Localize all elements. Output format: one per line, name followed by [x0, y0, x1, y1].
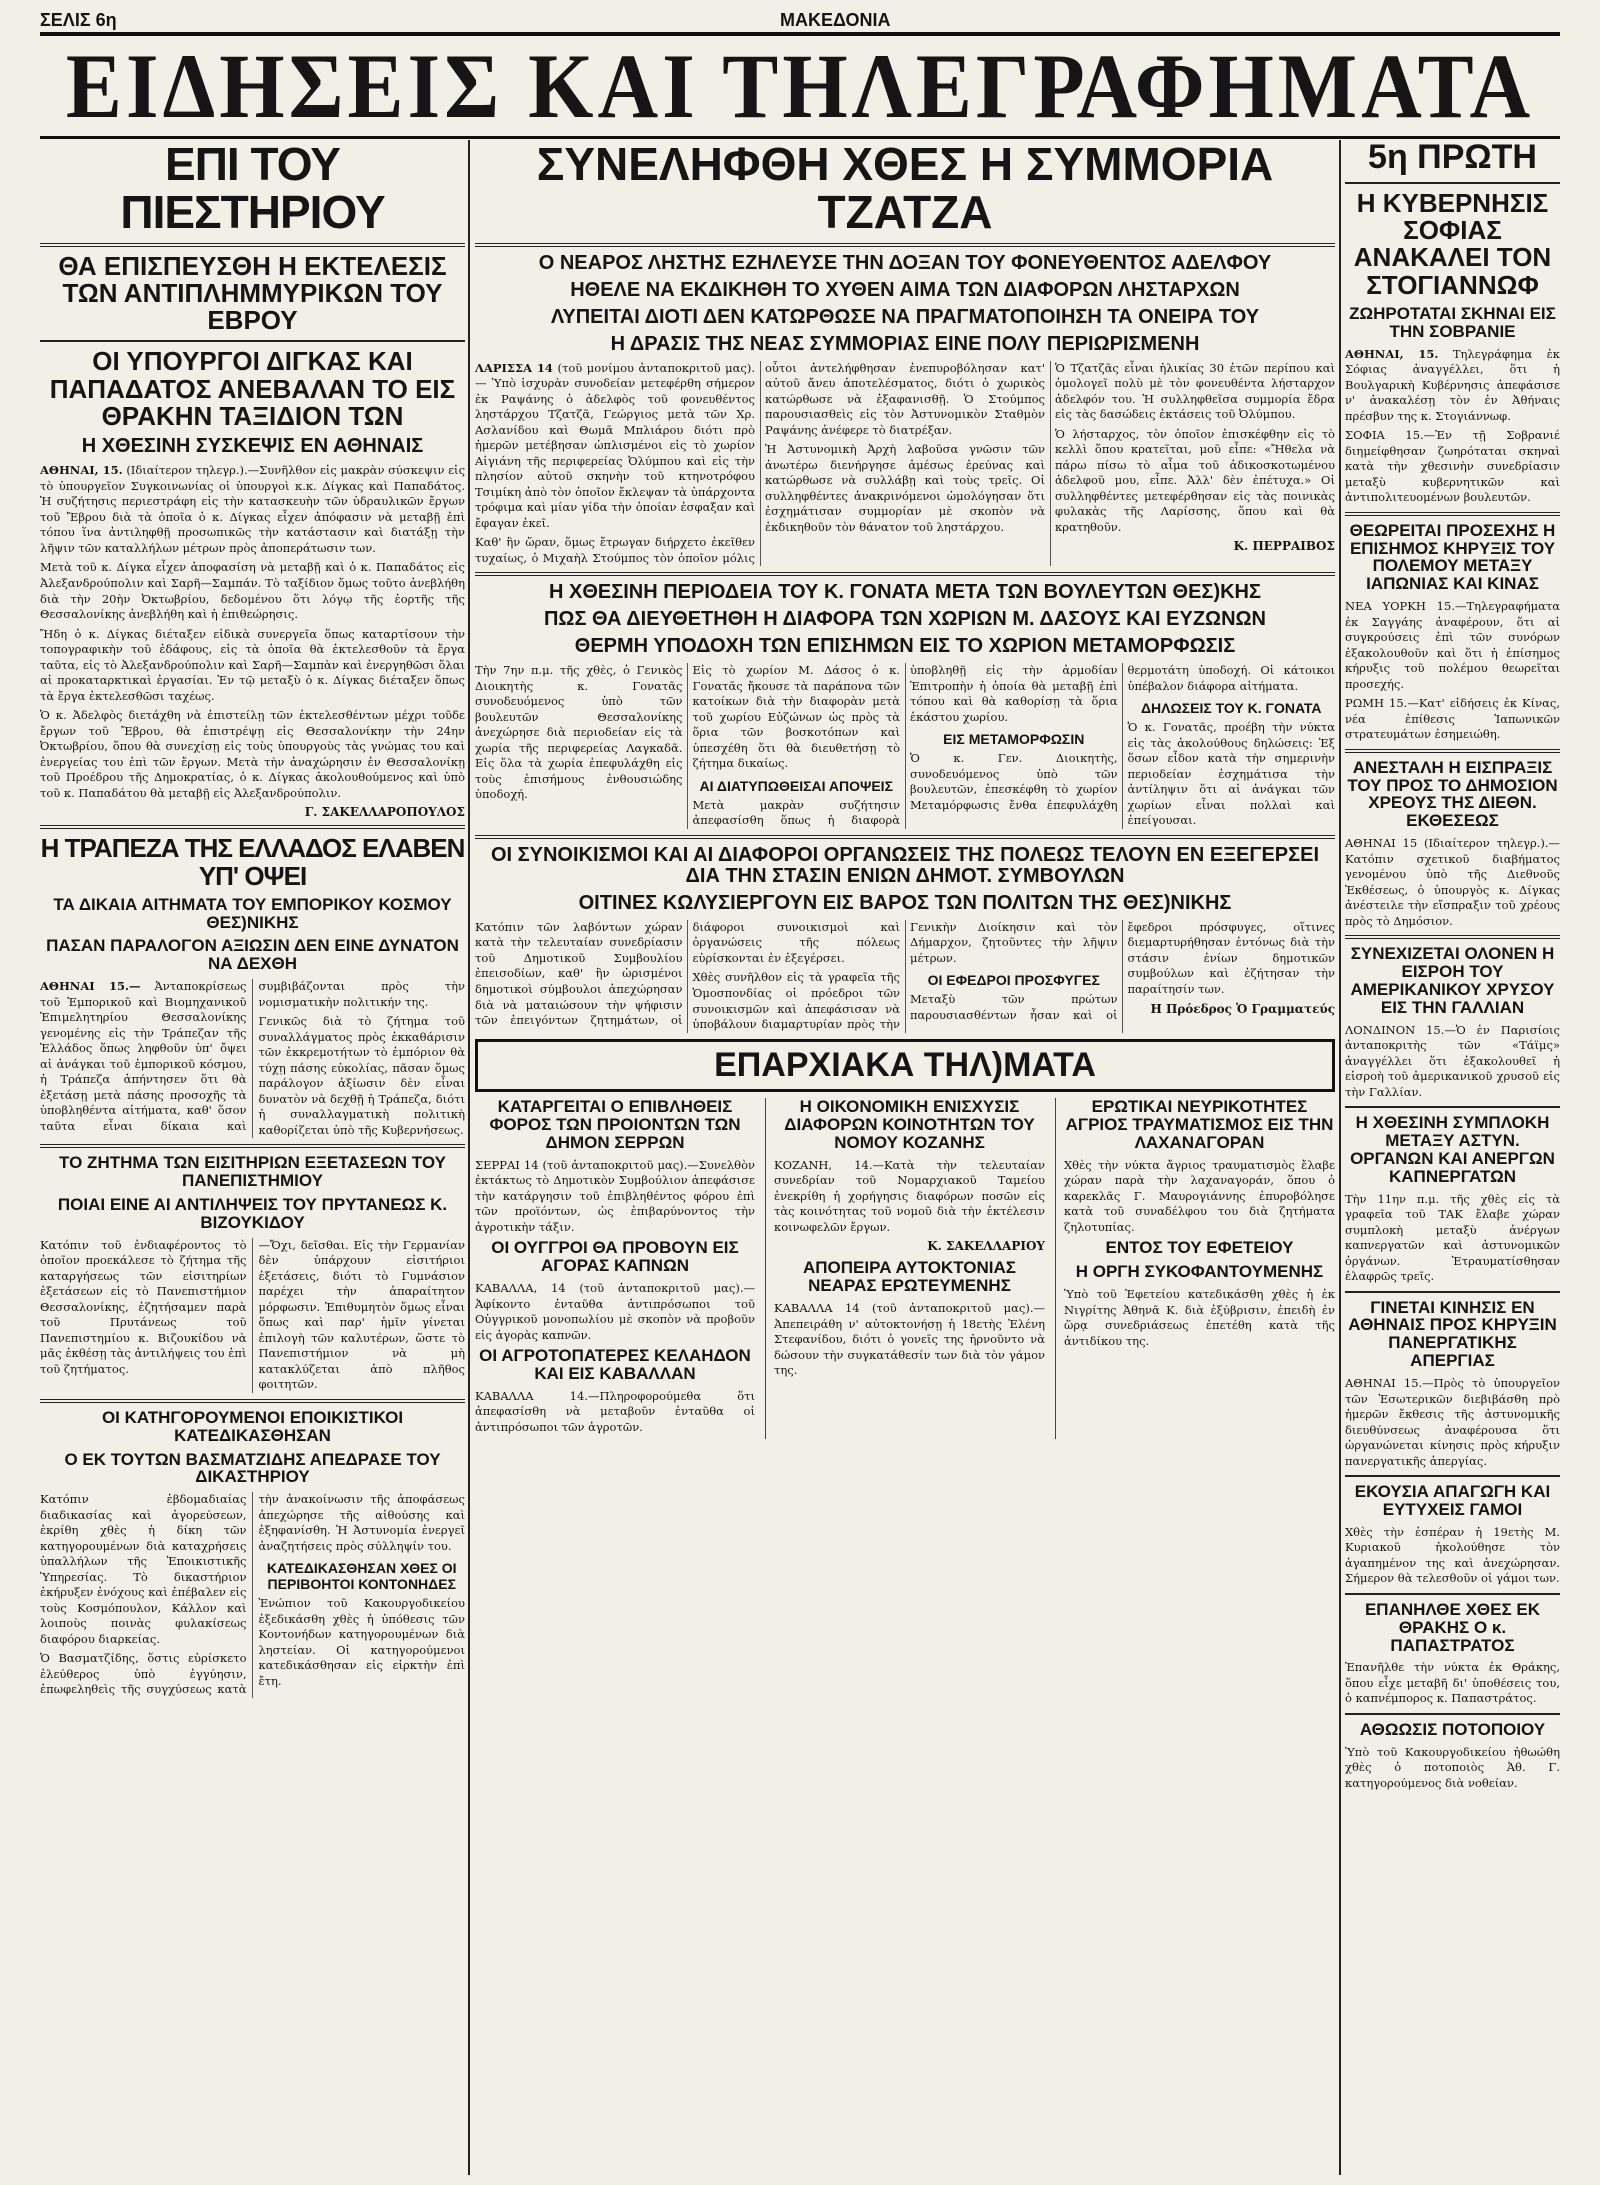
dateline: ΑΘΗΝΑΙ, 15.	[1345, 346, 1439, 361]
headline: ΑΝΕΣΤΑΛΗ Η ΕΙΣΠΡΑΞΙΣ ΤΟΥ ΠΡΟΣ ΤΟ ΔΗΜΟΣΙΟΝ ΧΡΕΟΥΣ ΤΗΣ ΔΙΕΘΝ. ΕΚΘΕΣΕΩΣ	[1347, 757, 1558, 831]
publication-name: ΜΑΚΕΔΟΝΙΑ	[780, 10, 891, 30]
provincial-column	[475, 1098, 755, 1439]
subhead: ΚΑΤΕΔΙΚΑΣΘΗΣΑΝ ΧΘΕΣ ΟΙ ΠΕΡΙΒΟΗΤΟΙ ΚΟΝΤΟΝΗΔΕΣ	[266, 1560, 457, 1593]
paragraph: ΡΩΜΗ 15.—Κατ' εἰδήσεις ἐκ Κίνας, νέα ἐπίθεσις Ἰαπωνικῶν στρατευμάτων ἐσημειώθη.	[1345, 696, 1560, 742]
paragraph: Ὁ Βασματζίδης, ὅστις εὑρίσκετο ἐλεύθερος ὑπὸ ἐγγύησιν, ἐπωφεληθεὶς τῆς συγχύσεως κατὰ τὴν ἀνακοίνωσιν τῆς ἀποφάσεως ἀπεχώρησε τῆς αἰθούσης καὶ ἐξηφανίσθη. Ἡ Ἀστυνομία ἐνεργεῖ ἀναζητήσεις πρὸς σύλληψίν του.	[40, 1492, 465, 1697]
article-university-exams	[40, 1154, 465, 1393]
paragraph	[40, 463, 465, 556]
article-anti-flood	[40, 140, 465, 819]
subheadline: Η ΟΡΓΗ ΣΥΚΟΦΑΝΤΟΥΜΕΝΗΣ	[1075, 1262, 1324, 1282]
divider	[1345, 749, 1560, 753]
subheadline: ΤΑ ΔΙΚΑΙΑ ΑΙΤΗΜΑΤΑ ΤΟΥ ΕΜΠΟΡΙΚΟΥ ΚΟΣΜΟΥ ΘΕΣ)ΝΙΚΗΣ	[53, 894, 452, 932]
divider	[475, 243, 1335, 247]
paragraph: Μεταξὺ τῶν πρώτων παρουσιασθέντων ἦσαν καὶ οἱ ἔφεδροι πρόσφυγες, οἵτινες διεμαρτυρήθησαν ἐντόνως διὰ τὴν στάσιν ἐνίων δημοτικῶν συμβούλων καὶ ἐζήτησαν τὴν παραίτησίν των.	[910, 919, 1335, 1022]
divider	[40, 1399, 465, 1403]
column-divider	[468, 140, 470, 2175]
paragraph	[475, 361, 755, 532]
headline: ΓΙΝΕΤΑΙ ΚΙΝΗΣΙΣ ΕΝ ΑΘΗΝΑΙΣ ΠΡΟΣ ΚΗΡΥΞΙΝ ΠΑΝΕΡΓΑΤΙΚΗΣ ΑΠΕΡΓΙΑΣ	[1348, 1297, 1557, 1371]
provincial-telegrams	[475, 1098, 1335, 1439]
divider	[40, 340, 465, 342]
article-gonatas-tour	[475, 582, 1335, 829]
article-sofia	[1345, 140, 1560, 506]
article-japan-china	[1345, 522, 1560, 743]
paragraph: Κατόπιν τοῦ ἐνδιαφέροντος τὸ ὁποῖον προεκάλεσε τὸ ζήτημα τῆς καταργήσεως τῶν εἰσιτηρίων ἐξετάσεων εἰς τὸ Πανεπιστήμιον Θεσσαλονίκης, ἐζητήσαμεν παρὰ τοῦ Πρυτάνεως τοῦ Πανεπιστημίου κ. Βιζουκίδου νὰ μᾶς ἐκθέσῃ τὰς ἀντιλήψεις του ἐπὶ τοῦ ζητήματος.	[40, 1237, 247, 1376]
paragraph: ΚΟΖΑΝΗ, 14.—Κατὰ τὴν τελευταίαν συνεδρίαν τοῦ Νομαρχιακοῦ Ταμείου ἐνεκρίθη ἡ χορήγησις διαφόρων ποσῶν εἰς τὰς κοινότητας τοῦ νομοῦ διὰ τὴν ἐκτέλεσιν κοινωφελῶν ἔργων.	[774, 1157, 1045, 1234]
article-body	[40, 979, 465, 1138]
headline: ΕΠΑΝΗΛΘΕ ΧΘΕΣ ΕΚ ΘΡΑΚΗΣ Ο κ. ΠΑΠΑΣΤΡΑΤΟΣ	[1364, 1599, 1541, 1655]
paragraph: Ὁ κ. Ἀδελφὸς διετάχθη νὰ ἐπιστείλῃ τῶν ἐκτελεσθέντων μέχρι τοῦδε ἔργων τοῦ Ἔβρου, θὰ ἐπιστρέψῃ εἰς Θεσσαλονίκην τὴν 24ην Ὀκτωβρίου, ὅπου θὰ συνεχίσῃ εἰς τοὺς ὑπουργοὺς τὰς γνώμας του καὶ ἐνεργείας του ἐπὶ τῶν ἔργων. Μετὰ τὴν ἀναχώρησιν ἐν Θεσσαλονίκῃ τοῦ Προέδρου τῆς Δημοκρατίας, ὁ κ. Δίγκας ἀκολουθούμενος καὶ ὑπὸ τοῦ κ. Παπαδάτου θὰ μεταβῇ εἰς Ἀλεξανδρούπολιν.	[40, 708, 465, 800]
paragraph: Ἡ Ἀστυνομικὴ Ἀρχὴ λαβοῦσα γνῶσιν τῶν ἀνωτέρω διενήργησε ἀμέσως ἐρεύνας καὶ κατώρθωσε νὰ συλλάβῃ καὶ τοὺς τρεῖς. Οἱ συλληφθέντες ἀνακρινόμενοι ὡμολόγησαν ὅτι ἐσχημάτισαν συμμορίαν μὲ σκοπὸν νὰ ἐκδικηθοῦν τὸν θάνατον τοῦ ληστάρχου.	[765, 442, 1045, 534]
headline: Η ΤΡΑΠΕΖΑ ΤΗΣ ΕΛΛΑΔΟΣ ΕΛΑΒΕΝ ΥΠ' ΟΨΕΙ	[40, 833, 465, 891]
article-bank-of-greece	[40, 835, 465, 1138]
divider	[1345, 1291, 1560, 1293]
article-tzatzas-gang	[475, 140, 1335, 566]
article-body	[40, 1492, 465, 1698]
paragraph-text: Τηλεγράφημα ἐκ Σόφιας ἀναγγέλλει, ὅτι ἡ Βουλγαρικὴ Κυβέρνησις ἀπεφάσισε ν' ἀνακαλέσῃ τὸν ἐν Ἀθήναις πρέσβυν της κ. Στογιάννωφ.	[1345, 346, 1560, 423]
dateline: ΑΘΗΝΑΙ, 15.	[40, 463, 123, 478]
byline: Η Πρόεδρος Ὁ Γραμματεύς	[1150, 1001, 1335, 1016]
paragraph: Κατόπιν ἑβδομαδιαίας διαδικασίας καὶ ἀγορεύσεων, ἐκρίθη χθὲς ἡ δίκη τῶν κατηγορουμένων διὰ καταχρήσεις ὑπαλλήλων τῆς Ἐποικιστικῆς Ὑπηρεσίας. Τὸ δικαστήριον ἐκήρυξεν ἐνόχους καὶ ἐπέβαλεν εἰς τοὺς Κοσμόπουλον, Κάλλον καὶ λοιποὺς ποινὰς φυλακίσεως διαφόρου διαρκείας.	[40, 1492, 247, 1646]
subheadline: Η ΔΡΑΣΙΣ ΤΗΣ ΝΕΑΣ ΣΥΜΜΟΡΙΑΣ ΕΙΝΕ ΠΟΛΥ ΠΕΡΙΩΡΙΣΜΕΝΗ	[610, 332, 1200, 355]
paragraph-text: (τοῦ μονίμου ἀνταποκριτοῦ μας).— Ὑπὸ ἰσχυρὰν συνοδείαν μετεφέρθη σήμερον ἐκ Ραψάνης ὁ ἀδελφὸς τοῦ φονευθέντος ληστάρχου Τζατζᾶ, Γεώργιος μετὰ τῶν Χρ. Ασλανίδου καὶ Θωμᾶ Μπλιάρου διότι πρὸ ἡμερῶν μετέβησαν ὡπλισμένοι εἰς τὸ χωρίον Αἰγιάνη τῆς περιφερείας Ὀλύμπου καὶ εἰς τὴν πλησίον αὐτοῦ σκηνὴν τοῦ κτηνοτρόφου Τσιμίκη ἀπὸ τὸν ὁποῖον ἔκλεψαν τὰ ὑπάρχοντα τρόφιμα καὶ μίαν γίδα τὴν ὁποίαν ἐσφαξαν καὶ ἔφαγαν ἐκεῖ.	[475, 360, 755, 530]
section-title: ΕΙΔΗΣΕΙΣ ΚΑΙ ΤΗΛΕΓΡΑΦΗΜΑΤΑ	[65, 34, 1535, 138]
divider	[1345, 1475, 1560, 1477]
article-exhibition-debt	[1345, 759, 1560, 929]
divider	[475, 572, 1335, 576]
provincial-telegrams-banner	[475, 1039, 1335, 1093]
subheadline: ΖΩΗΡΟΤΑΤΑΙ ΣΚΗΝΑΙ ΕΙΣ ΤΗΝ ΣΟΒΡΑΝΙΕ	[1349, 303, 1556, 341]
headline: ΚΑΤΑΡΓΕΙΤΑΙ Ο ΕΠΙΒΛΗΘΕΙΣ ΦΟΡΟΣ ΤΩΝ ΠΡΟΙΟΝΤΩΝ ΤΩΝ ΔΗΜΟΝ ΣΕΡΡΩΝ	[489, 1097, 741, 1152]
headline: ΘΑ ΕΠΙΣΠΕΥΣΘΗ Η ΕΚΤΕΛΕΣΙΣ ΤΩΝ ΑΝΤΙΠΛΗΜΜΥΡΙΚΩΝ ΤΟΥ ΕΒΡΟΥ	[58, 250, 447, 336]
paragraph: Τὴν 7ην π.μ. τῆς χθὲς, ὁ Γενικὸς Διοικητὴς κ. Γονατᾶς συνοδευόμενος ὑπὸ τῶν βουλευτῶν Θεσσαλονίκης ἀνεχώρησε διὰ περιοδείαν εἰς τὰ χωρία τῆς περιφερείας Λαγκαδᾶ. Εἰς ὅλα τὰ χωρία ἐπεφυλάχθη εἰς τοὺς ἐπισήμους ἐνθουσιώδης ὑποδοχή.	[475, 663, 683, 802]
center-column	[475, 140, 1335, 2175]
headline: Η ΚΥΒΕΡΝΗΣΙΣ ΣΟΦΙΑΣ ΑΝΑΚΑΛΕΙ ΤΟΝ ΣΤΟΓΙΑΝΝΩΦ	[1353, 187, 1552, 300]
paragraph: ΑΘΗΝΑΙ 15.—Πρὸς τὸ ὑπουργεῖον τῶν Ἐσωτερικῶν διεβιβάσθη πρὸ ἡμερῶν ἔκθεσις τῆς ἀστυνομικῆς διευθύνσεως ἀναφέρουσα ὅτι ὠργανώνεται κίνησις πρὸς κήρυξιν πανεργατικῆς ἀπεργίας.	[1345, 1376, 1560, 1468]
paragraph: Ὁ Τζατζᾶς εἶναι ἡλικίας 30 ἐτῶν περίπου καὶ ὁμολογεῖ πολὺ μὲ τὸν φονευθέντα λήσταρχον ἀδελφόν του. Ἡ συλληφθεῖσα συμμορία ἔδρα εἰς τὰς δασώδεις ἐκτάσεις τοῦ Ὀλύμπου.	[1055, 360, 1335, 422]
right-column	[1345, 140, 1560, 2175]
paragraph: Ὁ κ. Γεν. Διοικητὴς, συνοδευόμενος ὑπὸ τῶν βουλευτῶν, ἐπεσκέφθη τὸ χωρίον Μεταμόρφωσις ἔνθα ἐπεφυλάχθη θερμοτάτη ὑποδοχή. Οἱ κάτοικοι ὑπέβαλον διάφορα αἰτήματα.	[910, 663, 1335, 812]
paragraph: Χθὲς τὴν ἑσπέραν ἡ 19ετὴς Μ. Κυριακοῦ ἠκολούθησε τὸν ἀγαπημένον της καὶ ἀνεχώρησαν. Σήμερον θὰ τελεσθοῦν οἱ γάμοι των.	[1345, 1524, 1560, 1586]
headline: ΑΘΩΩΣΙΣ ΠΟΤΟΠΟΙΟΥ	[1359, 1719, 1546, 1739]
article-kicker: 5η ΠΡΩΤΗ	[1368, 140, 1537, 176]
divider	[1345, 1106, 1560, 1108]
paragraph-text: (Ιδιαίτερον τηλεγρ.).—Συνῆλθον εἰς μακρὰν σύσκεψιν εἰς τὸ ὑπουργεῖον Συγκοινωνίας οἱ ὑπουργοὶ κ.κ. Δίγκας καὶ Παπαδάτος. Ἡ συζήτησις περιεστράφη εἰς τὴν κατασκευὴν τῶν ὑδραυλικῶν ἔργων τοῦ Ἔβρου διὰ τὰ ὁποῖα ὁ κ. Δίγκας εἶχεν ἀπόφασιν νὰ μεταβῇ ἐπὶ τόπου ἵνα ἀντιληφθῇ προσωπικῶς τὴν κατάστασιν καὶ διατάξῃ τὴν λῆψιν τῶν καταλλήλων μέτρων πρὸς ἀποπεράτωσιν των.	[40, 463, 465, 555]
section-title: ΕΠΑΡΧΙΑΚΑ ΤΗΛ)ΜΑΤΑ	[714, 1045, 1096, 1084]
divider	[40, 825, 465, 829]
headline: ΑΠΟΠΕΙΡΑ ΑΥΤΟΚΤΟΝΙΑΣ ΝΕΑΡΑΣ ΕΡΩΤΕΥΜΕΝΗΣ	[803, 1258, 1016, 1296]
paragraph-text: Ἀνταποκρίσεως τοῦ Ἐμπορικοῦ καὶ Βιομηχανικοῦ Ἐπιμελητηρίου Θεσσαλονίκης γενομένης εἰς τὴν Τράπεζαν τῆς Ἑλλάδος ὅπως ληφθοῦν ὑπ' ὄψει αἱ ἀνάγκαι τοῦ ἐμπορικοῦ κόσμου, ἡ Τράπεζα ἀπήντησεν ὅτι θὰ ἐξετάσῃ μετὰ πάσης προσοχῆς τὰ ὑποβληθέντα αἰτήματα, καθ' ὅσον ταῦτα εἶναι δίκαια καὶ συμβιβάζονται πρὸς τὴν νομισματικὴν πολιτικήν της.	[40, 979, 465, 1133]
left-column	[40, 140, 465, 2175]
paragraph: ΚΑΒΑΛΛΑ 14.—Πληροφορούμεθα ὅτι ἀπεφασίσθη νὰ μεταβοῦν ἐνταῦθα οἱ ἀντιπρόσωποι τῶν ἀγροτῶν.	[475, 1388, 755, 1434]
paragraph: Ὁ λήσταρχος, τὸν ὁποῖον ἐπισκέφθην εἰς τὸ κελλὶ ὅπου κρατεῖται, μοῦ εἶπε: «Ἤθελα νὰ πάρω πίσω τὸ αἷμα τοῦ ἀδικοσκοτωμένου ἀδελφοῦ μου, εἶπε. Ἀλλ' δὲν ἐπέτυχα.» Οἱ συλληφθέντες μετεφέρθησαν εἰς τὰς ποινικὰς φυλακὰς τῆς Λαρίσσης, ὅπου καὶ θὰ κρατηθοῦν.	[1055, 426, 1335, 534]
paragraph: Γενικῶς διὰ τὸ ζήτημα τοῦ συναλλάγματος πρὸς ἐκκαθάρισιν τῶν ἐκκρεμοτήτων τὸ ἐμπόριον θὰ τύχῃ πάσης εὐκολίας, πᾶσαν ὅμως παράλογον ἀξίωσιν δὲν εἶναι δυνατὸν νὰ δεχθῇ ἡ Τράπεζα, διότι ἡ συναλλαγματικὴ πολιτικὴ καθορίζεται ὑπὸ τῆς Κυβερνήσεως.	[258, 1014, 465, 1137]
paragraph: Μετὰ τοῦ κ. Δίγκα εἶχεν ἀποφασίση νὰ μεταβῇ καὶ ὁ κ. Παπαδάτος εἰς Ἀλεξανδρούπολιν καὶ Σαρῆ—Σαμπάν. Τὸ ταξίδιον ὅμως τοῦτο ἀνεβλήθη διὰ τὴν 20ὴν Ὀκτωβρίου, δεδομένου ὅτι λόγῳ τῆς ἐορτῆς τῆς Θεσσαλονίκης ἀνεβλήθη καὶ ἡ ἐπιθεώρησις.	[40, 560, 465, 622]
paragraph: Εἰς τὸ χωρίον Μ. Δάσος ὁ κ. Γονατᾶς ἤκουσε τὰ παράπονα τῶν κατοίκων διὰ τὴν διαφορὰν μετὰ τοῦ χωρίου Εὐζώνων ὡς πρὸς τὰ ὅρια τῶν βοσκοτόπων καὶ ὑπεσχέθη ὅτι θὰ διευθετήσῃ τὸ ζήτημα δικαίως.	[692, 663, 900, 771]
article-body	[475, 663, 1335, 829]
headline: ΤΟ ΖΗΤΗΜΑ ΤΩΝ ΕΙΣΙΤΗΡΙΩΝ ΕΞΕΤΑΣΕΩΝ ΤΟΥ ΠΑΝΕΠΙΣΤΗΜΙΟΥ	[59, 1153, 446, 1191]
article-body	[475, 920, 1335, 1033]
divider	[40, 1144, 465, 1148]
subheadline: Ο ΕΚ ΤΟΥΤΩΝ ΒΑΣΜΑΤΖΙΔΗΣ ΑΠΕΔΡΑΣΕ ΤΟΥ ΔΙΚΑΣΤΗΡΙΟΥ	[64, 1449, 441, 1487]
article-body	[40, 1238, 465, 1393]
paragraph: Χθὲς τὴν νύκτα ἄγριος τραυματισμὸς ἔλαβε χώραν παρὰ τὴν λαχαναγοράν, ὅπου ὁ καρεκλᾶς Γ. Μαυρογιάννης ἐπυροβόλησε κατὰ τοῦ συναδέλφου του διὰ ζητήματα ζηλοτυπίας.	[1064, 1157, 1335, 1234]
subheadline: ΠΑΣΑΝ ΠΑΡΑΛΟΓΟΝ ΑΞΙΩΣΙΝ ΔΕΝ ΕΙΝΕ ΔΥΝΑΤΟΝ ΝΑ ΔΕΧΘΗ	[46, 936, 459, 974]
article-acquittal	[1345, 1721, 1560, 1791]
paragraph: Κατόπιν τῶν λαβόντων χώραν κατὰ τὴν τελευταίαν συνεδρίασιν τοῦ Δημοτικοῦ Συμβουλίου ἐπεισοδίων, καθ' ἣν ὡρισμένοι δημοτικοὶ σύμβουλοι ἀπεχώρησαν διὰ νὰ ματαιώσουν τὴν ψήφισιν τῶν ἐπειγόντων ζητημάτων, οἱ διάφοροι συνοικισμοὶ καὶ ὀργανώσεις τῆς πόλεως εὑρίσκονται ἐν ἐξεγέρσει.	[475, 919, 900, 1028]
headline: ΕΝΤΟΣ ΤΟΥ ΕΦΕΤΕΙΟΥ	[1105, 1238, 1294, 1258]
divider	[1345, 935, 1560, 939]
page-number: ΣΕΛΙΣ 6η	[40, 10, 117, 30]
subheadline: ΘΕΡΜΗ ΥΠΟΔΟΧΗ ΤΩΝ ΕΠΙΣΗΜΩΝ ΕΙΣ ΤΟ ΧΩΡΙΟΝ ΜΕΤΑΜΟΡΦΩΣΙΣ	[574, 635, 1236, 658]
paragraph: ΛΟΝΔΙΝΟΝ 15.—Ὁ ἐν Παρισίοις ἀνταποκριτὴς τῶν «Τάϊμς» ἀναγγέλλει ὅτι ἐξακολουθεῖ ἡ εἰσροὴ τοῦ ἀμερικανικοῦ χρυσοῦ εἰς τὴν Γαλλίαν.	[1345, 1022, 1560, 1099]
article-papastratos	[1345, 1601, 1560, 1707]
headline: Η ΧΘΕΣΙΝΗ ΣΥΜΠΛΟΚΗ ΜΕΤΑΞΥ ΑΣΤΥΝ. ΟΡΓΑΝΩΝ ΚΑΙ ΑΝΕΡΓΩΝ ΚΑΠΝΕΡΓΑΤΩΝ	[1350, 1113, 1555, 1186]
divider	[40, 243, 465, 247]
paragraph: Ἤδη ὁ κ. Δίγκας διέταξεν εἰδικὰ συνεργεῖα ὅπως καταρτίσουν τὴν τοπογραφικὴν τοῦ ἐδάφους, εἰς τὰ ὁποῖα θὰ ἐκτελεσθοῦν τὰ ἔργα ταῦτα, εἰς τὸ Ἀλεξανδρούπολιν καὶ Σαρῆ—Σαμπὰν καὶ ἐνεργηθῶσι ὅλαι αἱ προκαταρκτικαὶ ἐργασίαι. Ἐν τῷ μεταξὺ ὁ κ. Δίγκας διέταξεν ὅπως τὰ ἔργα ἐκτελεσθῶσι ταχέως.	[40, 626, 465, 703]
headline: ΟΙ ΥΠΟΥΡΓΟΙ ΔΙΓΚΑΣ ΚΑΙ ΠΑΠΑΔΑΤΟΣ ΑΝΕΒΑΛΑΝ ΤΟ ΕΙΣ ΘΡΑΚΗΝ ΤΑΞΙΔΙΟΝ ΤΩΝ	[49, 346, 456, 432]
subheadline: ΠΟΙΑΙ ΕΙΝΕ ΑΙ ΑΝΤΙΛΗΨΕΙΣ ΤΟΥ ΠΡΥΤΑΝΕΩΣ Κ. ΒΙΖΟΥΚΙΔΟΥ	[57, 1195, 448, 1232]
paragraph: Ὑπὸ τοῦ Ἐφετείου κατεδικάσθη χθὲς ἡ ἐκ Νιγρίτης Ἀθηνᾶ Κ. διὰ ἐξύβρισιν, ἐπειδὴ ἐν ὥρᾳ συνεδριάσεως ἐπετέθη κατὰ τῆς ἀντιδίκου της.	[1064, 1287, 1335, 1348]
paragraph: ΣΕΡΡΑΙ 14 (τοῦ ἀνταποκριτοῦ μας).—Συνελθὸν ἐκτάκτως τὸ Δημοτικὸν Συμβούλιον ἀπεφάσισε τὴν κατάργησιν τοῦ ἐπιβληθέντος φόρου ἐπὶ τῶν προϊόντων, ὡς ἐπιβαρύνοντος τὴν ἀγροτικὴν τάξιν.	[475, 1157, 755, 1234]
article-kicker: ΕΠΙ ΤΟΥ ΠΙΕΣΤΗΡΙΟΥ	[120, 140, 385, 239]
headline: Η ΟΙΚΟΝΟΜΙΚΗ ΕΝΙΣΧΥΣΙΣ ΔΙΑΦΟΡΩΝ ΚΟΙΝΟΤΗΤΩΝ ΤΟΥ ΝΟΜΟΥ ΚΟΖΑΝΗΣ	[784, 1097, 1035, 1152]
paragraph: —Ὄχι, δεῖσθαι. Εἰς τὴν Γερμανίαν δὲν ὑπάρχουν εἰσιτήριοι ἐξετάσεις, διότι τὸ Γυμνάσιον παρέχει τὴν ἀπαραίτητον μόρφωσιν. Ἐπιθυμητὸν ὅμως εἶναι ὅπως καὶ παρ' ἡμῖν γίνεται ἐπιλογὴ τῶν καλυτέρων, ὥστε τὸ Πανεπιστήμιον νὰ μὴ κατακλύζεται ἀπὸ πλῆθος φοιτητῶν.	[258, 1237, 465, 1392]
subheadline: ΛΥΠΕΙΤΑΙ ΔΙΟΤΙ ΔΕΝ ΚΑΤΩΡΘΩΣΕ ΝΑ ΠΡΑΓΜΑΤΟΠΟΙΗΣΗ ΤΑ ΟΝΕΙΡΑ ΤΟΥ	[550, 305, 1260, 328]
paragraph: Ὑπὸ τοῦ Κακουργοδικείου ἠθωώθη χθὲς ὁ ποτοποιὸς Ἀθ. Γ. κατηγορούμενος διὰ νοθείαν.	[1345, 1744, 1560, 1790]
article-municipal-council	[475, 845, 1335, 1033]
article-body	[475, 361, 1335, 567]
headline: ΟΙ ΟΥΓΓΡΟΙ ΘΑ ΠΡΟΒΟΥΝ ΕΙΣ ΑΓΟΡΑΣ ΚΑΠΝΩΝ	[491, 1238, 739, 1276]
divider	[1345, 182, 1560, 184]
divider	[1345, 512, 1560, 516]
section-masthead	[40, 32, 1560, 139]
column-divider	[1339, 140, 1341, 2175]
subheadline: Ο ΝΕΑΡΟΣ ΛΗΣΤΗΣ ΕΖΗΛΕΥΣΕ ΤΗΝ ΔΟΞΑΝ ΤΟΥ ΦΟΝΕΥΘΕΝΤΟΣ ΑΔΕΛΦΟΥ	[538, 251, 1272, 274]
paragraph: Ἐνώπιον τοῦ Κακουργοδικείου ἐξεδικάσθη χθὲς ἡ ὑπόθεσις τῶν Κοντονήδων κατηγορουμένων διὰ ληστείαν. Οἱ κατηγορούμενοι κατεδικάσθησαν εἰς εἰρκτὴν ἐπὶ ἔτη.	[258, 1596, 465, 1688]
divider	[1345, 1593, 1560, 1595]
subhead: ΟΙ ΕΦΕΔΡΟΙ ΠΡΟΣΦΥΓΕΣ	[927, 972, 1100, 989]
subheadline: ΟΙΤΙΝΕΣ ΚΩΛΥΣΙΕΡΓΟΥΝ ΕΙΣ ΒΑΡΟΣ ΤΩΝ ΠΟΛΙΤΩΝ ΤΗΣ ΘΕΣ)ΝΙΚΗΣ	[578, 891, 1232, 914]
subheadline: ΗΘΕΛΕ ΝΑ ΕΚΔΙΚΗΘΗ ΤΟ ΧΥΘΕΝ ΑΙΜΑ ΤΩΝ ΔΙΑΦΟΡΩΝ ΛΗΣΤΑΡΧΩΝ	[570, 278, 1240, 301]
headline: ΟΙ ΑΓΡΟΤΟΠΑΤΕΡΕΣ ΚΕΛΑΗΔΟΝ ΚΑΙ ΕΙΣ ΚΑΒΑΛΛΑΝ	[479, 1346, 751, 1383]
page-header-line	[40, 10, 1560, 32]
divider	[475, 835, 1335, 839]
article-settlement-officials	[40, 1409, 465, 1698]
headline: ΘΕΩΡΕΙΤΑΙ ΠΡΟΣΕΧΗΣ Η ΕΠΙΣΗΜΟΣ ΚΗΡΥΞΙΣ ΤΟΥ ΠΟΛΕΜΟΥ ΜΕΤΑΞΥ ΙΑΠΩΝΙΑΣ ΚΑΙ ΚΙΝΑΣ	[1349, 520, 1556, 594]
provincial-column	[765, 1098, 1045, 1439]
headline: ΟΙ ΚΑΤΗΓΟΡΟΥΜΕΝΟΙ ΕΠΟΙΚΙΣΤΙΚΟΙ ΚΑΤΕΔΙΚΑΣΘΗΣΑΝ	[101, 1407, 404, 1445]
provincial-column	[1055, 1098, 1335, 1439]
paragraph: ΚΑΒΑΛΛΑ, 14 (τοῦ ἀνταποκριτοῦ μας).—Ἀφίκοντο ἐνταῦθα ἀντιπρόσωποι τοῦ Οὑγγρικοῦ μονοπωλίου μὲ σκοπὸν νὰ προβοῦν εἰς ἀγορὰς καπνῶν.	[475, 1281, 755, 1342]
headline: ΕΚΟΥΣΙΑ ΑΠΑΓΩΓΗ ΚΑΙ ΕΥΤΥΧΕΙΣ ΓΑΜΟΙ	[1354, 1482, 1551, 1519]
dateline: ΛΑΡΙΣΣΑ 14	[475, 360, 553, 375]
dateline: ΑΘΗΝΑΙ 15.—	[40, 979, 141, 994]
article-elopement	[1345, 1483, 1560, 1587]
paragraph	[1345, 347, 1560, 425]
headline: ΟΙ ΣΥΝΟΙΚΙΣΜΟΙ ΚΑΙ ΑΙ ΔΙΑΦΟΡΟΙ ΟΡΓΑΝΩΣΕΙΣ ΤΗΣ ΠΟΛΕΩΣ ΤΕΛΟΥΝ ΕΝ ΕΞΕΓΕΡΣΕΙ ΔΙΑ ΤΗΝ ΣΤΑΣΙΝ ΕΝΙΩΝ ΔΗΜΟΤ. ΣΥΜΒΟΥΛΩΝ	[490, 843, 1320, 887]
article-general-strike	[1345, 1299, 1560, 1469]
paragraph: Καθ' ἣν ὥραν, ὅμως ἔτρωγαν διήρχετο ἐκεῖθεν τυχαίως, ὁ Μιχαὴλ Στούμπος τὸν ὁποῖον μόλις οὗτοι ἀντελήφθησαν ἐνεπυροβόλησαν κατ' αὐτοῦ ἄνευ ἀποτελέσματος, διότι ὁ χωρικὸς κατώρθωσε νὰ ἐξαφανισθῇ. Ὁ Στούμπος παρουσιασθεὶς εἰς τὸν Ἀστυνομικὸν Σταθμὸν Ραψάνης ἀνέφερε τὸ διατρέξαν.	[475, 360, 1045, 565]
headline: ΕΡΩΤΙΚΑΙ ΝΕΥΡΙΚΟΤΗΤΕΣ ΑΓΡΙΟΣ ΤΡΑΥΜΑΤΙΣΜΟΣ ΕΙΣ ΤΗΝ ΛΑΧΑΝΑΓΟΡΑΝ	[1065, 1097, 1334, 1152]
paragraph: Χθὲς συνῆλθον εἰς τὰ γραφεῖα τῆς Ὁμοσπονδίας οἱ πρόεδροι τῶν συνοικισμῶν καὶ ἀπεφάσισαν νὰ ὑποβάλουν διαμαρτυρίαν πρὸς τὴν Γενικὴν Διοίκησιν καὶ τὸν Δήμαρχον, ζητοῦντες τὴν λῆψιν μέτρων.	[692, 919, 1118, 1032]
byline: Κ. ΠΕΡΡΑΙΒΟΣ	[1233, 539, 1335, 554]
paragraph: ΚΑΒΑΛΛΑ 14 (τοῦ ἀνταποκριτοῦ μας).—Ἀπεπειράθη ν' αὐτοκτονήσῃ ἡ 18ετὴς Ἑλένη Στεφανίδου, διότι ὁ γονεῖς της ἠρνοῦντο νὰ δώσουν τὴν συγκατάθεσίν των διὰ τὸν γάμον της.	[774, 1301, 1045, 1378]
paragraph: Ἐπανῆλθε τὴν νύκτα ἐκ Θράκης, ὅπου εἶχε μεταβῆ δι' ὑποθέσεις του, ὁ καπνέμπορος κ. Παπαστράτος.	[1345, 1660, 1560, 1706]
paragraph: ΝΕΑ ΥΟΡΚΗ 15.—Τηλεγραφήματα ἐκ Σαγγάης ἀναφέρουν, ὅτι αἱ συγκρούσεις ἐπὶ τῶν συνόρων ἐξακολουθοῦν καὶ ὅτι ἡ ἐπίσημος κήρυξις τοῦ πολέμου θεωρεῖται προσεχής.	[1345, 599, 1560, 691]
subhead: ΔΗΛΩΣΕΙΣ ΤΟΥ Κ. ΓΟΝΑΤΑ	[1140, 700, 1322, 717]
article-police-clash	[1345, 1114, 1560, 1284]
subhead: ΕΙΣ ΜΕΤΑΜΟΡΦΩΣΙΝ	[943, 731, 1085, 748]
paragraph: ΣΟΦΙΑ 15.—Ἐν τῇ Σοβρανιέ διημείφθησαν ζωηρόταται σκηναὶ κατὰ τὴν χθεσινὴν συνεδρίασιν μεταξὺ κυβερνητικῶν καὶ ἀντιπολιτευομένων βουλευτῶν.	[1345, 428, 1560, 505]
headline: Η ΧΘΕΣΙΝΗ ΠΕΡΙΟΔΕΙΑ ΤΟΥ Κ. ΓΟΝΑΤΑ ΜΕΤΑ ΤΩΝ ΒΟΥΛΕΥΤΩΝ ΘΕΣ)ΚΗΣ	[548, 581, 1261, 604]
byline: Γ. ΣΑΚΕΛΛΑΡΟΠΟΥΛΟΣ	[304, 805, 465, 820]
paragraph: Μετὰ μακρὰν συζήτησιν ἀπεφασίσθη ὅπως ἡ διαφορὰ ὑποβληθῇ εἰς τὴν ἀρμοδίαν Ἐπιτροπὴν ἡ ὁποία θὰ μεταβῇ ἐπὶ τόπου καὶ θὰ καθορίσῃ τὰ ὅρια ἑκάστου χωρίου.	[692, 663, 1118, 828]
paragraph: ΑΘΗΝΑΙ 15 (Ιδιαίτερον τηλεγρ.).—Κατόπιν σχετικοῦ διαβήματος γενομένου ὑπὸ τῆς Διεθνοῦς Ἐκθέσεως, ὁ ὑπουργὸς κ. Δίγκας ἀνέστειλε τὴν εἴσπραξιν τοῦ χρέους πρὸς τὸ Δημόσιον.	[1345, 836, 1560, 928]
subheadline: Η ΧΘΕΣΙΝΗ ΣΥΣΚΕΨΙΣ ΕΝ ΑΘΗΝΑΙΣ	[81, 435, 424, 458]
subheadline: ΠΩΣ ΘΑ ΔΙΕΥΘΕΤΗΘΗ Η ΔΙΑΦΟΡΑ ΤΩΝ ΧΩΡΙΩΝ Μ. ΔΑΣΟΥΣ ΚΑΙ ΕΥΖΩΝΩΝ	[543, 608, 1266, 631]
headline: ΣΥΝΕΧΙΖΕΤΑΙ ΟΛΟΝΕΝ Η ΕΙΣΡΟΗ ΤΟΥ ΑΜΕΡΙΚΑΝΙΚΟΥ ΧΡΥΣΟΥ ΕΙΣ ΤΗΝ ΓΑΛΛΙΑΝ	[1350, 944, 1555, 1017]
paragraph: Τὴν 11ην π.μ. τῆς χθὲς εἰς τὰ γραφεῖα τοῦ ΤΑΚ ἔλαβε χώραν συμπλοκὴ μεταξὺ ἀνέργων καπνεργατῶν καὶ ἀστυνομικῶν ὀργάνων. Ἐτραυματίσθησαν ἐλαφρῶς τρεῖς.	[1345, 1191, 1560, 1284]
subhead: ΑΙ ΔΙΑΤΥΠΩΘΕΙΣΑΙ ΑΠΟΨΕΙΣ	[699, 777, 893, 794]
divider	[1345, 1713, 1560, 1715]
byline: Κ. ΣΑΚΕΛΛΑΡΙΟΥ	[927, 1239, 1045, 1254]
paragraph: Ὁ κ. Γονατᾶς, προέβη τὴν νύκτα εἰς τὰς ἀκολούθους δηλώσεις: Ἐξ ὅσων εἶδον κατὰ τὴν σημερινὴν περιοδείαν ἐσχημάτισα τὴν ἀντίληψιν ὅτι αἱ ἀνάγκαι τῶν χωρίων εἶναι πολλαὶ καὶ ἐπείγουσαι.	[1127, 720, 1335, 828]
headline: ΣΥΝΕΛΗΦΘΗ ΧΘΕΣ Η ΣΥΜΜΟΡΙΑ ΤΖΑΤΖΑ	[536, 140, 1274, 239]
article-american-gold	[1345, 945, 1560, 1100]
